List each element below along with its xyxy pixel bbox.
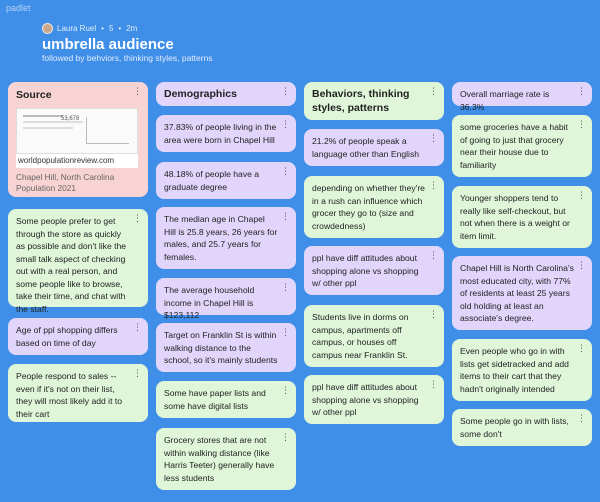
post-text: 21.2% of people speak a language other than English — [312, 136, 420, 159]
like-count: 5 — [108, 24, 114, 33]
page-title: umbrella audience — [42, 36, 174, 53]
link-thumbnail[interactable] — [16, 108, 138, 154]
post-text: Some people go in with lists, some don't — [460, 416, 569, 439]
post-card[interactable] — [156, 323, 296, 372]
post-card[interactable] — [304, 375, 444, 424]
post-card[interactable] — [156, 162, 296, 199]
post-card[interactable] — [452, 82, 592, 112]
more-options-icon[interactable]: ⋮ — [429, 180, 438, 190]
post-card[interactable] — [8, 364, 148, 422]
post-text: Target on Franklin St is within walking distance to the school, so it's mainly students — [164, 330, 278, 365]
chart-icon — [86, 117, 129, 144]
post-text: Some have paper lists and some have digital lists — [164, 388, 266, 411]
post-card[interactable] — [304, 176, 444, 238]
more-options-icon[interactable]: ⋮ — [133, 213, 142, 223]
post-text: People respond to sales -- even if it's not on their list, they will most likely add it to their cart — [16, 371, 123, 419]
more-options-icon[interactable]: ⋮ — [429, 379, 438, 389]
post-text: depending on whether they're in a rush can influence which grocer they go to (size and crowdedness) — [312, 183, 425, 231]
post-text: Overall marriage rate is 36.3% — [460, 89, 550, 112]
more-options-icon[interactable]: ⋮ — [281, 432, 290, 442]
post-text: Grocery stores that are not within walking distance (like Harris Teeter) generally have less students — [164, 435, 275, 483]
column-heading: Behaviors, thinking styles, patterns — [312, 88, 410, 114]
author-name[interactable]: Laura Ruel — [57, 24, 97, 33]
post-card[interactable] — [8, 209, 148, 314]
post-card[interactable] — [452, 256, 592, 330]
more-options-icon[interactable]: ⋮ — [429, 86, 438, 96]
more-options-icon[interactable]: ⋮ — [429, 309, 438, 319]
post-card[interactable] — [304, 305, 444, 367]
post-text: Some people prefer to get through the store as quickly as possible and don't like the small talk aspect of checking out with a real person, and some people like to browse, take their time, and chat with the staff. — [16, 216, 127, 314]
post-card[interactable] — [304, 246, 444, 295]
more-options-icon[interactable]: ⋮ — [133, 322, 142, 332]
post-text: some groceries have a habit of going to just that grocery near their house due to familiarity — [460, 122, 568, 170]
post-card[interactable] — [156, 381, 296, 418]
post-text: Even people who go in with lists get sidetracked and add items to their cart that they hadn't originally intended — [460, 346, 569, 394]
more-options-icon[interactable]: ⋮ — [429, 133, 438, 143]
more-options-icon[interactable]: ⋮ — [577, 190, 586, 200]
link-domain[interactable]: worldpopulationreview.com — [16, 154, 138, 168]
more-options-icon[interactable]: ⋮ — [281, 211, 290, 221]
more-options-icon[interactable]: ⋮ — [281, 327, 290, 337]
heading-card[interactable] — [156, 82, 296, 106]
source-card[interactable] — [8, 82, 148, 197]
post-text: Students live in dorms on campus, apartments off campus, or houses off campus near Franklin St. — [312, 312, 409, 360]
page-subtitle: followed by behviors, thinking styles, patterns — [42, 53, 213, 63]
post-card[interactable] — [304, 129, 444, 166]
more-options-icon[interactable]: ⋮ — [577, 413, 586, 423]
more-options-icon[interactable]: ⋮ — [577, 260, 586, 270]
more-options-icon[interactable]: ⋮ — [281, 282, 290, 292]
column-heading: Demographics — [164, 88, 237, 100]
post-text: Chapel Hill is North Carolina's most educated city, with 77% of residents at least 25 years old holding at least an associate's degree. — [460, 263, 574, 323]
post-card[interactable] — [156, 278, 296, 320]
more-options-icon[interactable]: ⋮ — [281, 166, 290, 176]
more-options-icon[interactable]: ⋮ — [281, 86, 290, 96]
more-options-icon[interactable]: ⋮ — [577, 343, 586, 353]
post-card[interactable] — [156, 428, 296, 490]
post-text: ppl have diff attitudes about shopping alone vs shopping w/ other ppl — [312, 253, 419, 288]
post-card[interactable] — [452, 115, 592, 177]
more-options-icon[interactable]: ⋮ — [429, 250, 438, 260]
post-card[interactable] — [156, 207, 296, 269]
more-options-icon[interactable]: ⋮ — [133, 368, 142, 378]
post-text: The average household income in Chapel Hill is $123,112 — [164, 285, 255, 320]
post-card[interactable] — [452, 339, 592, 401]
post-card[interactable] — [452, 186, 592, 248]
post-card[interactable] — [156, 115, 296, 152]
more-options-icon[interactable]: ⋮ — [577, 86, 586, 96]
link-title: Chapel Hill, North Carolina Population 2021 — [16, 172, 115, 193]
thumb-number: 53,678 — [61, 116, 80, 122]
more-options-icon[interactable]: ⋮ — [133, 86, 142, 96]
header-meta — [42, 23, 137, 34]
post-text: 37.83% of people living in the area were born in Chapel Hill — [164, 122, 277, 145]
more-options-icon[interactable]: ⋮ — [281, 119, 290, 129]
post-text: 48.18% of people have a graduate degree — [164, 169, 260, 192]
clock-icon: • — [118, 24, 122, 33]
timestamp: 2m — [126, 24, 138, 33]
column-heading: Source — [16, 89, 52, 101]
post-card[interactable] — [452, 409, 592, 446]
more-options-icon[interactable]: ⋮ — [577, 119, 586, 129]
heading-card[interactable] — [304, 82, 444, 120]
post-text: The median age in Chapel Hill is 25.8 years, 26 years for males, and 25.7 years for females. — [164, 214, 278, 262]
heart-icon: • — [101, 24, 104, 33]
post-card[interactable] — [8, 318, 148, 355]
more-options-icon[interactable]: ⋮ — [281, 385, 290, 395]
post-text: Age of ppl shopping differs based on time of day — [16, 325, 118, 348]
post-text: Younger shoppers tend to really like self-checkout, but not when there is a weight or item limit. — [460, 193, 570, 241]
padlet-logo[interactable]: padlet — [6, 3, 31, 13]
avatar[interactable] — [42, 23, 53, 34]
post-text: ppl have diff attitudes about shopping alone vs shopping w/ other ppl — [312, 382, 419, 417]
